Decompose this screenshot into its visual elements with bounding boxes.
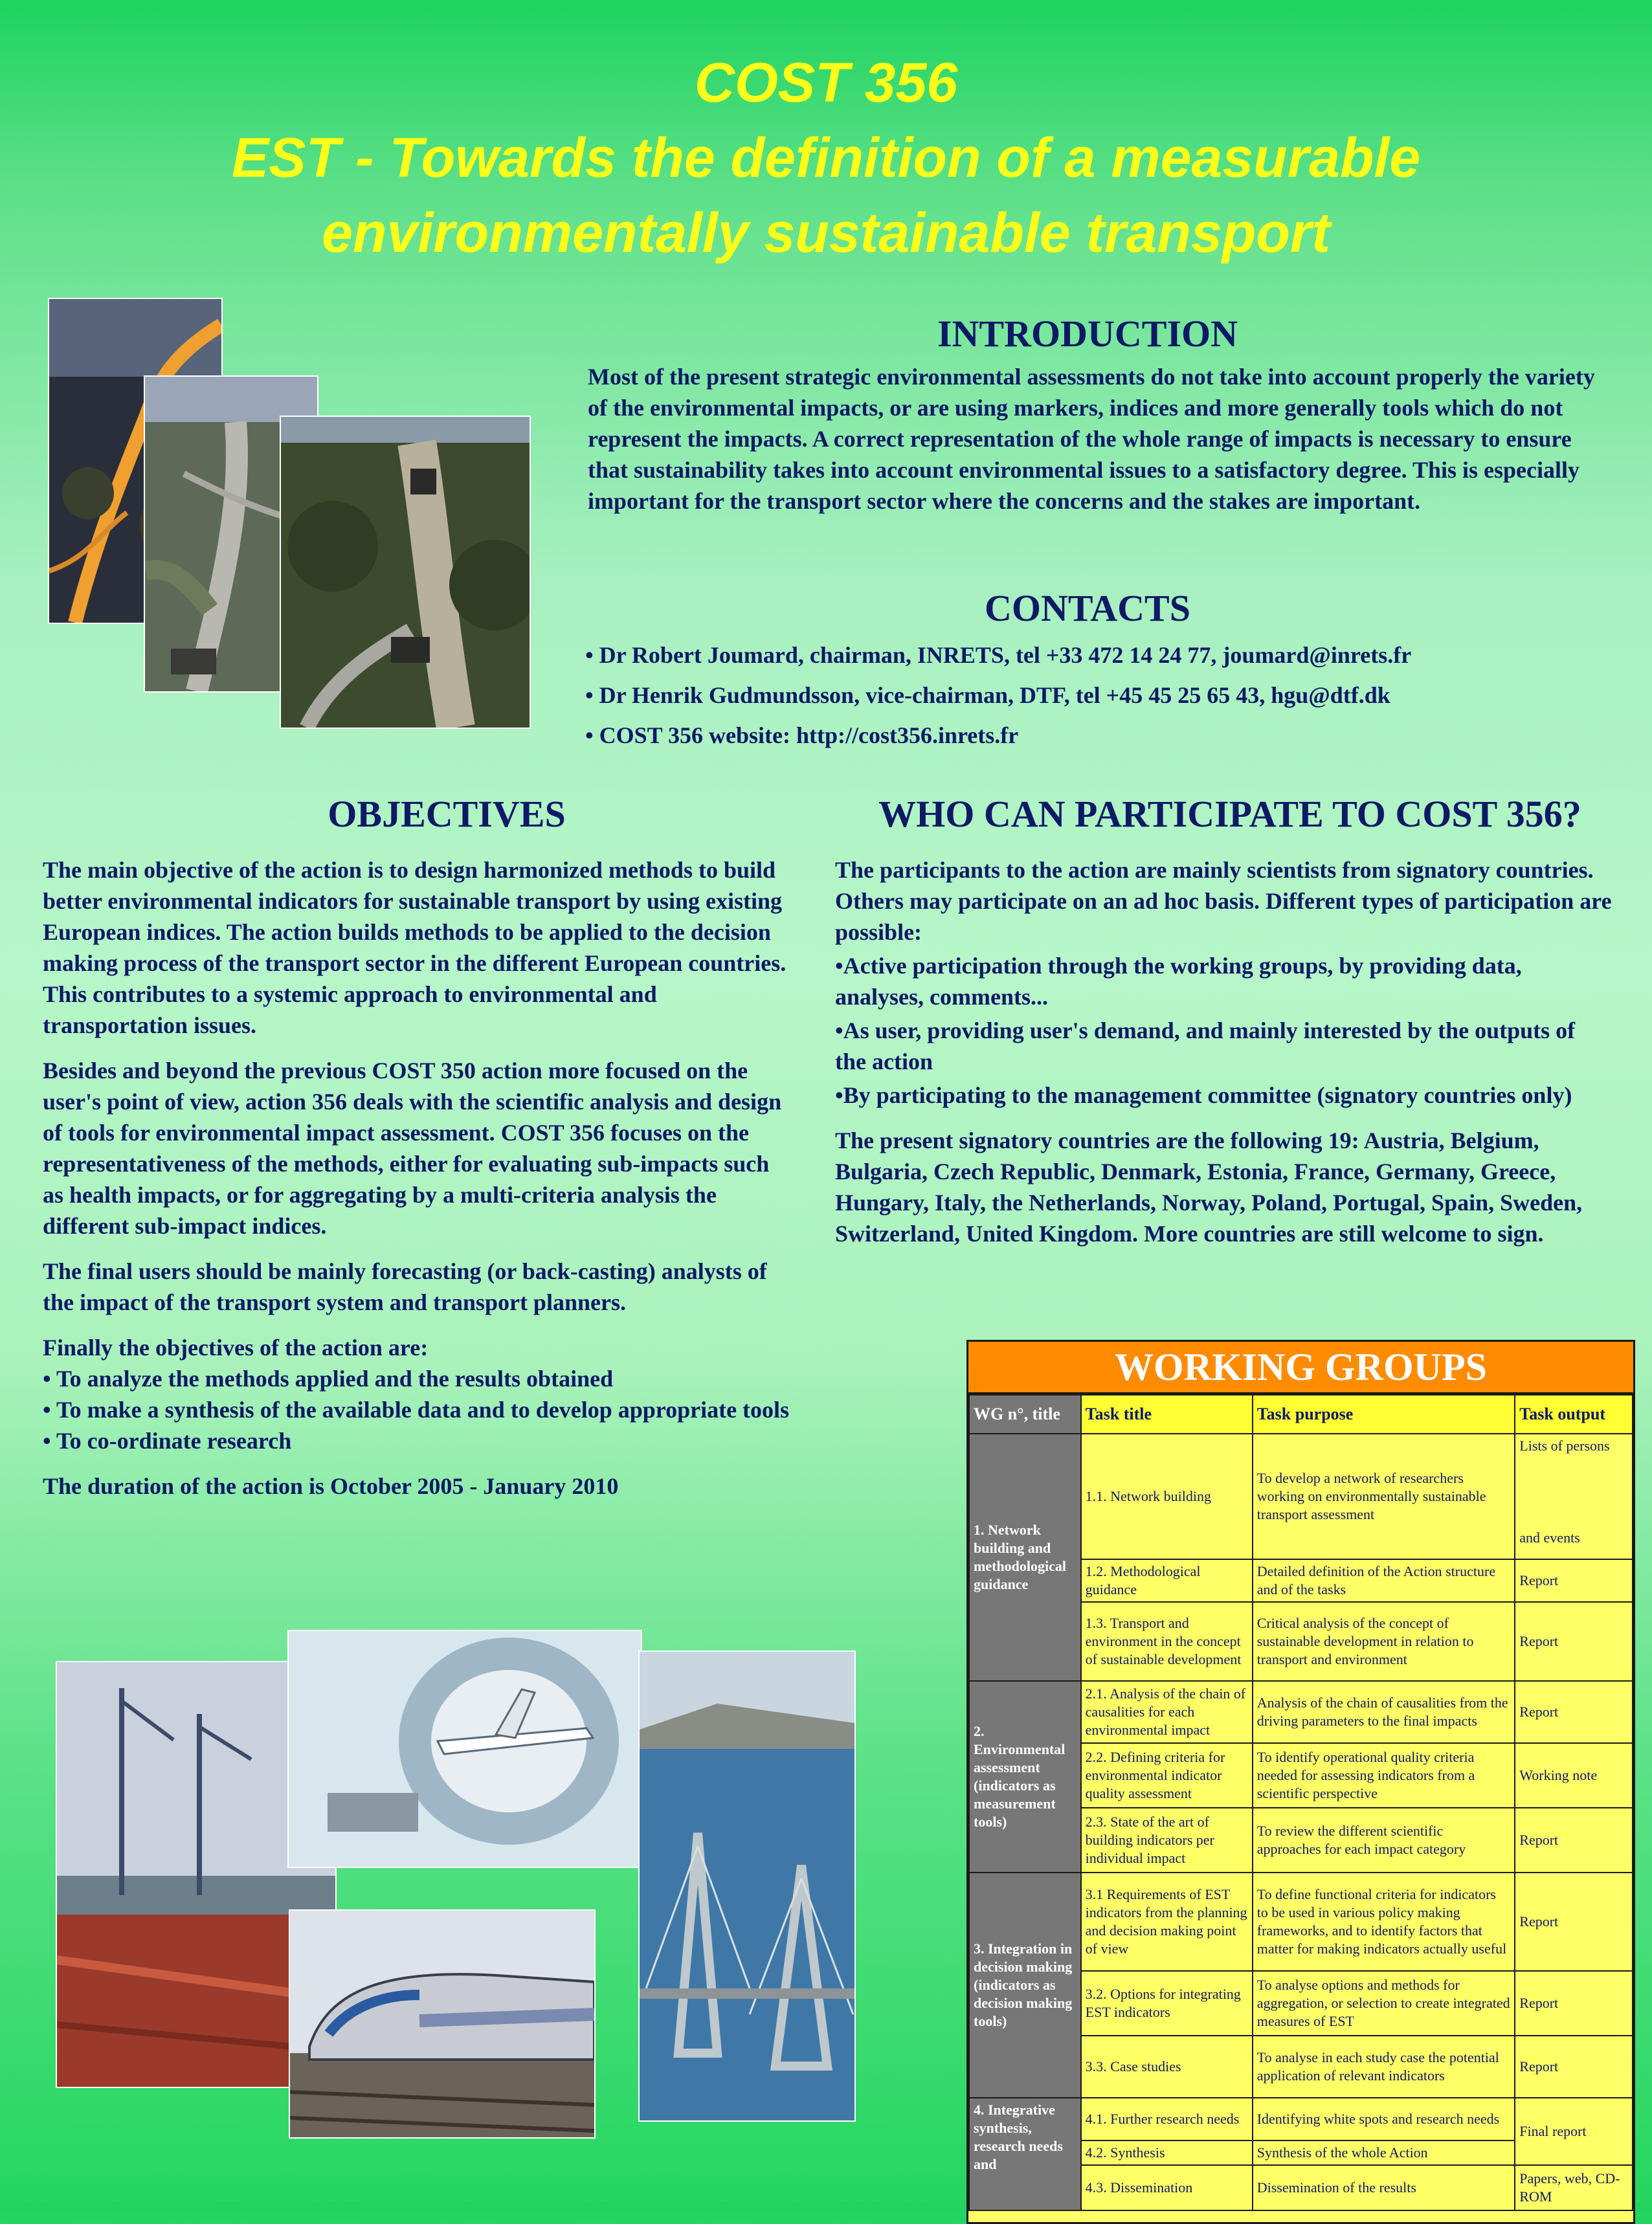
contact-chairman: • Dr Robert Joumard, chairman, INRETS, tel +33 472 14 24 77, joumard@inrets.fr <box>585 642 1412 668</box>
participate-intro: The participants to the action are mainly scientists from signatory countries. Others may participate on an ad hoc basis. Different types of participation are possible: <box>835 857 1612 945</box>
task-title: 1.2. Methodological guidance <box>1081 1559 1253 1602</box>
participate-countries: The present signatory countries are the following 19: Austria, Belgium, Bulgaria, Czech Republic, Denmark, Estonia, France, Germany, Greece, Hungary, Italy, the Netherlands, Norway, Poland, Portugal, Spain, Sweden, Switzerland, United Kingdom. More countries are still welcome to sign. <box>835 1128 1583 1247</box>
working-groups-header-row <box>969 1395 1633 1434</box>
task-purpose: To analyse options and methods for aggregation, or selection to create integrated measures of EST <box>1253 1971 1515 2036</box>
wg2-name: 2. Environmental assessment (indicators as measurement tools) <box>969 1681 1081 1873</box>
poster-title-line-2: EST - Towards the definition of a measurable <box>231 127 1421 189</box>
wg3-name: 3. Integration in decision making (indicators as decision making tools) <box>969 1873 1081 2098</box>
task-output: Report <box>1515 1602 1633 1681</box>
task-purpose: Critical analysis of the concept of sustainable development in relation to transport and environment <box>1253 1602 1515 1681</box>
task-output: Report <box>1515 1808 1633 1873</box>
task-purpose: To analyse in each study case the potential application of relevant indicators <box>1253 2036 1515 2098</box>
objectives-paragraph-1: The main objective of the action is to design harmonized methods to build better environmental indicators for sustainable transport by using existing European indices. The action builds methods to be applied to the decision making process of the transport sector in the different European countries. This contributes to a systemic approach to environmental and transportation issues. <box>43 857 787 1038</box>
task-title: 3.1 Requirements of EST indicators from the planning and decision making point of view <box>1081 1873 1253 1971</box>
task-purpose: Analysis of the chain of causalities from the driving parameters to the final impacts <box>1253 1681 1515 1743</box>
task-title: 2.1. Analysis of the chain of causalities for each environmental impact <box>1081 1681 1253 1743</box>
task-purpose: To review the different scientific approaches for each impact category <box>1253 1808 1515 1873</box>
working-groups-heading: WORKING GROUPS <box>968 1342 1633 1394</box>
participate-body <box>835 854 1612 1263</box>
objectives-heading: OBJECTIVES <box>328 793 566 835</box>
objectives-list-item-2: • To make a synthesis of the available data and to develop appropriate tools <box>43 1397 790 1423</box>
wg4-name: 4. Integrative synthesis, research needs and <box>969 2098 1081 2210</box>
task-purpose: To identify operational quality criteria needed for assessing indicators from a scientific perspective <box>1253 1743 1515 1808</box>
highway-tunnel-forest-photo <box>280 416 531 729</box>
objectives-body <box>43 854 794 1516</box>
poster-title-line-1: COST 356 <box>694 52 958 114</box>
objectives-paragraph-3: The final users should be mainly forecasting (or back-casting) analysts of the impact of the transport system and transport planners. <box>43 1258 767 1315</box>
task-title: 3.3. Case studies <box>1081 2036 1253 2098</box>
table-row <box>969 1873 1633 1971</box>
objectives-list-item-1: • To analyze the methods applied and the results obtained <box>43 1366 614 1392</box>
task-title: 2.2. Defining criteria for environmental indicator quality assessment <box>1081 1743 1253 1808</box>
task-output: Report <box>1515 1559 1633 1602</box>
participate-bullet-2: •As user, providing user's demand, and mainly interested by the outputs of the action <box>835 1017 1576 1074</box>
task-purpose: Dissemination of the results <box>1253 2165 1515 2210</box>
column-header-wg: WG n°, title <box>969 1395 1081 1434</box>
contacts-list <box>585 639 1634 760</box>
wg1-name: 1. Network building and methodological guidance <box>969 1434 1081 1681</box>
objectives-list-item-3: • To co-ordinate research <box>43 1428 292 1454</box>
airport-airplane-photo <box>287 1630 642 1868</box>
introduction-text: Most of the present strategic environmental assessments do not take into account properly the variety of the environmental impacts, or are using markers, indices and more generally tools which do not represent the impacts. A correct representation of the whole range of impacts is necessary to ensure that sustainability takes into account environmental issues to a satisfactory degree. This is especially important for the transport sector where the concerns and the stakes are important. <box>588 364 1595 514</box>
poster-title-line-3: environmentally sustainable transport <box>322 202 1330 264</box>
column-header-task-output: Task output <box>1515 1395 1633 1434</box>
task-title: 4.2. Synthesis <box>1081 2141 1253 2165</box>
working-groups-table <box>966 1340 1635 2224</box>
column-header-task-title: Task title <box>1081 1395 1253 1434</box>
task-title: 1.1. Network building <box>1081 1434 1253 1559</box>
contact-vice-chairman: • Dr Henrik Gudmundsson, vice-chairman, DTF, tel +45 45 25 65 43, hgu@dtf.dk <box>585 682 1390 708</box>
contacts-heading: CONTACTS <box>985 587 1190 629</box>
task-title: 2.3. State of the art of building indicators per individual impact <box>1081 1808 1253 1873</box>
task-output: Report <box>1515 1681 1633 1743</box>
cable-bridge-photo <box>638 1651 856 2122</box>
task-output: Final report <box>1515 2098 1633 2165</box>
tgv-train-photo <box>289 1909 596 2139</box>
task-output: Papers, web, CD-ROM <box>1515 2165 1633 2210</box>
objectives-list-intro: Finally the objectives of the action are: <box>43 1335 429 1361</box>
participate-bullet-3: •By participating to the management committee (signatory countries only) <box>835 1082 1572 1108</box>
task-output: Report <box>1515 1971 1633 2036</box>
column-header-task-purpose: Task purpose <box>1253 1395 1515 1434</box>
introduction-heading: INTRODUCTION <box>937 313 1238 355</box>
working-groups-grid <box>968 1394 1633 2211</box>
table-row <box>969 1681 1633 1743</box>
task-purpose: To develop a network of researchers working on environmentally sustainable transport assessment <box>1253 1434 1515 1559</box>
objectives-paragraph-2: Besides and beyond the previous COST 350 action more focused on the user's point of view, action 356 deals with the scientific analysis and design of tools for environmental impact assessment. COST 356 focuses on the representativeness of the methods, either for evaluating sub-impacts such as health impacts, or for aggregating by a multi-criteria analysis the different sub-impact indices. <box>43 1058 782 1239</box>
task-output: Working note <box>1515 1743 1633 1808</box>
objectives-duration: The duration of the action is October 2005 - January 2010 <box>43 1473 619 1499</box>
table-row <box>969 1434 1633 1559</box>
task-output: Report <box>1515 1873 1633 1971</box>
task-title: 4.3. Dissemination <box>1081 2165 1253 2210</box>
objectives-list <box>43 1332 794 1456</box>
task-output <box>1515 1434 1633 1559</box>
task-output-part-1: Lists of persons <box>1519 1438 1610 1454</box>
task-title: 1.3. Transport and environment in the concept of sustainable development <box>1081 1602 1253 1681</box>
task-title: 3.2. Options for integrating EST indicators <box>1081 1971 1253 2036</box>
task-purpose: Detailed definition of the Action structure and of the tasks <box>1253 1559 1515 1602</box>
task-output-part-2: and events <box>1519 1529 1580 1546</box>
task-output: Report <box>1515 2036 1633 2098</box>
contact-website: • COST 356 website: http://cost356.inrets.fr <box>585 722 1019 748</box>
task-title: 4.1. Further research needs <box>1081 2098 1253 2141</box>
task-purpose: To define functional criteria for indicators to be used in various policy making frameworks, and to identify factors that matter for making indicators actually useful <box>1253 1873 1515 1971</box>
participate-bullet-1: •Active participation through the working groups, by providing data, analyses, comments... <box>835 953 1522 1010</box>
task-purpose: Identifying white spots and research needs <box>1253 2098 1515 2141</box>
table-row <box>969 2098 1633 2141</box>
participate-heading: WHO CAN PARTICIPATE TO COST 356? <box>878 793 1581 835</box>
task-purpose: Synthesis of the whole Action <box>1253 2141 1515 2165</box>
